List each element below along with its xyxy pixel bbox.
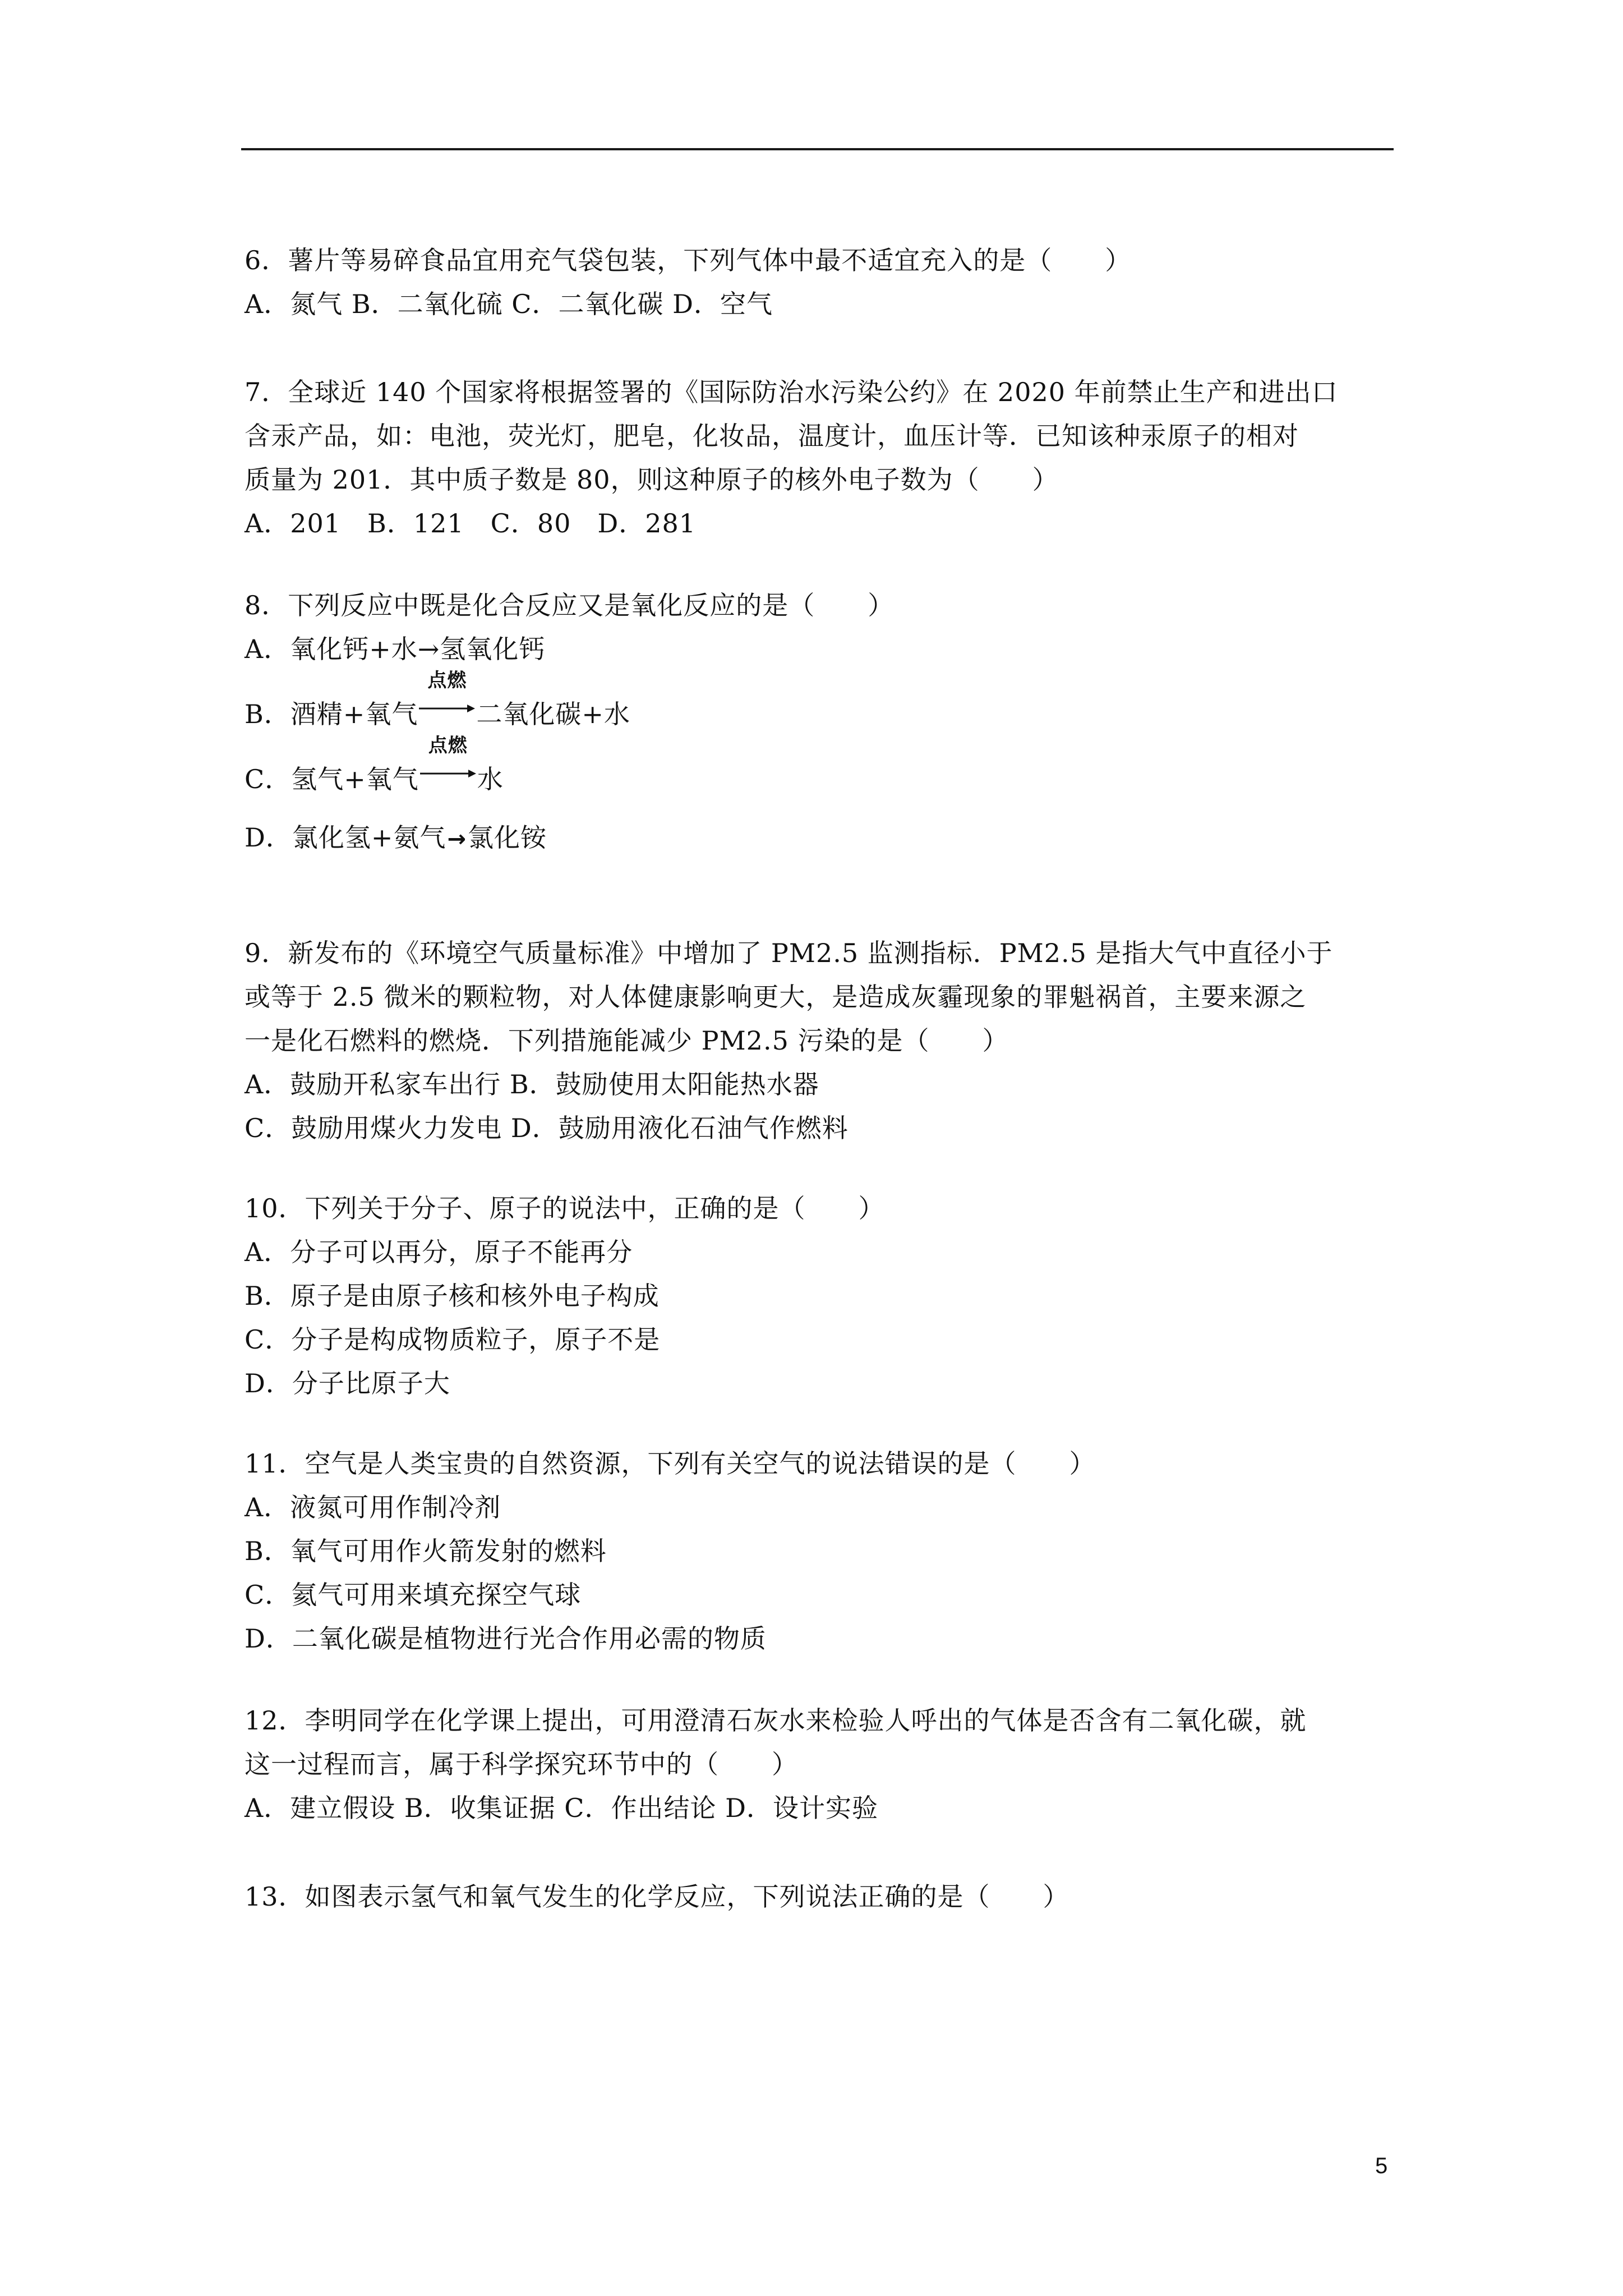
reaction-condition-label: 点燃 [428,734,468,757]
question-8-option-c [245,734,1400,801]
question-6 [245,238,1400,326]
question-11-option-a: A．液氮可用作制冷剂 [245,1492,501,1522]
question-9 [245,931,1400,1150]
question-10-stem: 10．下列关于分子、原子的说法中，正确的是（ ） [245,1193,885,1223]
right-arrow-icon [419,703,475,714]
right-arrow-icon: → [447,826,467,852]
question-6-stem: 6．薯片等易碎食品宜用充气袋包装，下列气体中最不适宜充入的是（ ） [245,245,1132,275]
question-8-option-c-products: 水 [477,764,504,794]
question-8 [245,583,1400,861]
question-7-stem-line-1: 7．全球近 140 个国家将根据签署的《国际防治水污染公约》在 2020 年前禁止生产和进出口 [245,377,1338,407]
question-9-stem-line-3: 一是化石燃料的燃烧．下列措施能减少 PM2.5 污染的是（ ） [245,1025,1009,1056]
question-9-options-row-2: C．鼓励用煤火力发电 D．鼓励用液化石油气作燃料 [245,1113,849,1143]
page-number: 5 [1375,2154,1388,2178]
question-7-stem-line-2: 含汞产品，如：电池，荧光灯，肥皂，化妆品，温度计，血压计等．已知该种汞原子的相对 [245,421,1299,451]
question-11-stem: 11．空气是人类宝贵的自然资源，下列有关空气的说法错误的是（ ） [245,1448,1096,1479]
question-11-option-b: B．氧气可用作火箭发射的燃料 [245,1536,607,1566]
reaction-condition-label: 点燃 [427,669,467,692]
question-10-option-d: D．分子比原子大 [245,1368,450,1398]
question-8-option-b [245,669,1400,736]
question-12-options: A．建立假设 B．收集证据 C．作出结论 D．设计实验 [245,1793,878,1823]
question-12-stem-line-1: 12．李明同学在化学课上提出，可用澄清石灰水来检验人呼出的气体是否含有二氧化碳，就 [245,1705,1307,1736]
reaction-condition-arrow [420,734,476,787]
question-10 [245,1186,1400,1405]
question-8-option-d-products: 氯化铵 [467,822,547,853]
right-arrow-icon [420,768,476,779]
question-8-option-b-products: 二氧化碳+水 [476,699,630,729]
question-8-stem: 8．下列反应中既是化合反应又是氧化反应的是（ ） [245,590,895,620]
question-8-option-a: A．氧化钙+水→氢氧化钙 [245,634,546,664]
question-8-option-d-reactants: D．氯化氢+氨气 [245,822,446,853]
question-8-option-d [245,816,1400,861]
question-7-stem-line-3: 质量为 201．其中质子数是 80，则这种原子的核外电子数为（ ） [245,464,1059,495]
question-10-option-c: C．分子是构成物质粒子，原子不是 [245,1324,661,1355]
question-10-option-b: B．原子是由原子核和核外电子构成 [245,1281,660,1311]
question-9-options-row-1: A．鼓励开私家车出行 B．鼓励使用太阳能热水器 [245,1069,819,1099]
question-12 [245,1699,1400,1830]
header-rule [241,148,1394,150]
question-8-option-b-reactants: B．酒精+氧气 [245,699,418,729]
question-13 [245,1875,1400,1918]
question-6-options: A．氮气 B．二氧化硫 C．二氧化碳 D．空气 [245,289,773,319]
question-9-stem-line-2: 或等于 2.5 微米的颗粒物，对人体健康影响更大，是造成灰霾现象的罪魁祸首，主要来源之 [245,982,1307,1012]
question-9-stem-line-1: 9．新发布的《环境空气质量标准》中增加了 PM2.5 监测指标．PM2.5 是指大气中直径小于 [245,938,1333,968]
question-12-stem-line-2: 这一过程而言，属于科学探究环节中的（ ） [245,1749,798,1779]
question-7 [245,370,1400,545]
question-11-option-c: C．氦气可用来填充探空气球 [245,1580,582,1610]
question-10-option-a: A．分子可以再分，原子不能再分 [245,1237,633,1267]
question-11 [245,1442,1400,1660]
question-13-stem: 13．如图表示氢气和氧气发生的化学反应，下列说法正确的是（ ） [245,1881,1069,1912]
question-8-option-c-reactants: C．氢气+氧气 [245,764,419,794]
question-11-option-d: D．二氧化碳是植物进行光合作用必需的物质 [245,1623,767,1654]
reaction-condition-arrow [419,669,475,722]
question-7-options: A．201 B．121 C．80 D．281 [245,508,697,539]
